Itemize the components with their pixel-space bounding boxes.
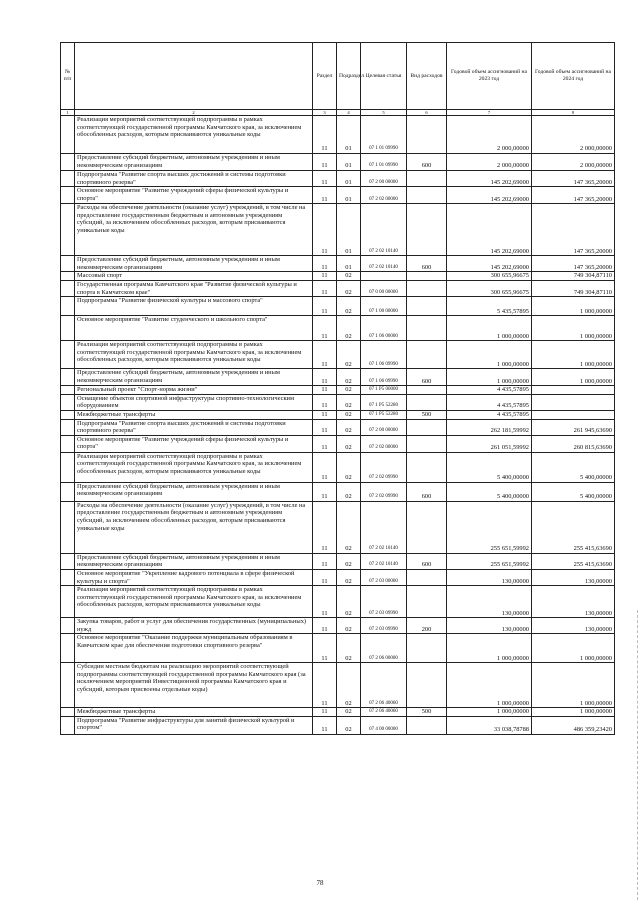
row-number-cell	[61, 386, 75, 395]
row-number-cell	[61, 187, 75, 204]
row-name-cell: Массовый спорт	[75, 272, 313, 281]
header-name	[75, 43, 313, 110]
table-row	[61, 410, 615, 419]
column-index: 2	[75, 110, 313, 116]
razdel-cell: 11	[313, 272, 337, 281]
amount-2024-cell: 260 815,63690	[532, 435, 615, 452]
expense-type-cell	[407, 419, 447, 435]
table-row	[61, 256, 615, 272]
amount-2023-cell: 4 435,57895	[447, 410, 532, 419]
amount-2023-cell: 300 655,96675	[447, 272, 532, 281]
row-name-cell: Межбюджетные трансферты	[75, 410, 313, 419]
table-row	[61, 297, 615, 316]
razdel-cell: 11	[313, 553, 337, 569]
expense-type-cell	[407, 171, 447, 187]
expense-type-cell: 500	[407, 708, 447, 717]
target-article-cell: 07 2 02 09990	[361, 482, 407, 501]
podrazdel-cell: 02	[337, 341, 361, 369]
row-number-cell	[61, 341, 75, 369]
row-number-cell	[61, 618, 75, 634]
row-name-cell: Основное мероприятие "Развитие студенческого и школьного спорта"	[75, 316, 313, 341]
razdel-cell: 11	[313, 297, 337, 316]
row-name-cell: Реализация мероприятий соответствующей подпрограммы в рамках соответствующей государственной программы Камчатского края, за исключением обособленных расходов, которым присваиваются уникальные коды	[75, 116, 313, 154]
row-name-cell: Предоставление субсидий бюджетным, автономным учреждениям и иным некоммерческим организациям	[75, 154, 313, 171]
amount-2024-cell: 130,00000	[532, 569, 615, 585]
row-number-cell	[61, 256, 75, 272]
expense-type-cell	[407, 435, 447, 452]
column-index: 1	[61, 110, 75, 116]
row-name-cell: Основное мероприятие "Развитие учреждений сферы физической культуры и спорта"	[75, 187, 313, 204]
row-number-cell	[61, 569, 75, 585]
target-article-cell: 07 2 00 00000	[361, 419, 407, 435]
expense-type-cell	[407, 716, 447, 734]
target-article-cell: 07 4 00 00000	[361, 716, 407, 734]
table-row	[61, 501, 615, 553]
podrazdel-cell: 01	[337, 154, 361, 171]
podrazdel-cell: 02	[337, 435, 361, 452]
column-index: 5	[361, 110, 407, 116]
row-number-cell	[61, 297, 75, 316]
row-name-cell: Предоставление субсидий бюджетным, автономным учреждениям и иным некоммерческим организациям	[75, 482, 313, 501]
expense-type-cell	[407, 116, 447, 154]
podrazdel-cell: 01	[337, 116, 361, 154]
razdel-cell: 11	[313, 708, 337, 717]
amount-2024-cell: 5 400,00000	[532, 482, 615, 501]
target-article-cell: 07 2 00 00000	[361, 171, 407, 187]
table-row	[61, 435, 615, 452]
table-row	[61, 272, 615, 281]
razdel-cell: 11	[313, 394, 337, 410]
target-article-cell: 07 2 03 00000	[361, 569, 407, 585]
target-article-cell: 07 2 02 10140	[361, 256, 407, 272]
row-number-cell	[61, 280, 75, 296]
razdel-cell: 11	[313, 154, 337, 171]
row-name-cell: Оснащение объектов спортивной инфраструктуры спортивно-технологическим оборудованием	[75, 394, 313, 410]
target-article-cell: 07 1 06 09990	[361, 341, 407, 369]
target-article-cell: 07 0 00 00000	[361, 280, 407, 296]
amount-2024-cell: 1 000,00000	[532, 634, 615, 663]
target-article-cell: 07 2 03 09990	[361, 586, 407, 618]
row-number-cell	[61, 452, 75, 482]
amount-2024-cell: 261 945,63690	[532, 419, 615, 435]
table-row	[61, 708, 615, 717]
scan-edge-line	[636, 610, 638, 900]
podrazdel-cell: 02	[337, 316, 361, 341]
amount-2024-cell: 147 365,20000	[532, 204, 615, 256]
row-number-cell	[61, 435, 75, 452]
target-article-cell: 07 1 01 09990	[361, 154, 407, 171]
razdel-cell: 11	[313, 116, 337, 154]
table-row	[61, 553, 615, 569]
expense-type-cell	[407, 204, 447, 256]
column-index: 7	[447, 110, 532, 116]
table-row	[61, 618, 615, 634]
table-row	[61, 316, 615, 341]
column-index: 4	[337, 110, 361, 116]
target-article-cell: 07 2 02 09990	[361, 452, 407, 482]
expense-type-cell: 600	[407, 482, 447, 501]
table-row	[61, 482, 615, 501]
expense-type-cell	[407, 280, 447, 296]
row-number-cell	[61, 116, 75, 154]
header-year-2023: Годовой объем ассигнований на 2023 год	[447, 43, 532, 110]
table-row	[61, 187, 615, 204]
table-row	[61, 154, 615, 171]
amount-2023-cell: 2 000,00000	[447, 154, 532, 171]
target-article-cell: 07 2 02 10140	[361, 553, 407, 569]
podrazdel-cell: 01	[337, 256, 361, 272]
expense-type-cell	[407, 187, 447, 204]
amount-2023-cell: 1 000,00000	[447, 369, 532, 386]
podrazdel-cell: 01	[337, 171, 361, 187]
row-number-cell	[61, 394, 75, 410]
table-row	[61, 369, 615, 386]
target-article-cell: 07 2 06 40060	[361, 708, 407, 717]
razdel-cell: 11	[313, 419, 337, 435]
row-name-cell: Закупка товаров, работ и услуг для обеспечения государственных (муниципальных) нужд	[75, 618, 313, 634]
expense-type-cell	[407, 272, 447, 281]
amount-2023-cell: 145 202,69000	[447, 187, 532, 204]
podrazdel-cell: 02	[337, 297, 361, 316]
row-name-cell: Подпрограмма "Развитие физической культуры и массового спорта"	[75, 297, 313, 316]
table-row	[61, 586, 615, 618]
row-number-cell	[61, 586, 75, 618]
amount-2023-cell: 33 038,78788	[447, 716, 532, 734]
header-year-2024: Годовой объем ассигнований на 2024 год	[532, 43, 615, 110]
target-article-cell: 07 1 06 00000	[361, 316, 407, 341]
razdel-cell: 11	[313, 634, 337, 663]
razdel-cell: 11	[313, 386, 337, 395]
header-expense-type: Вид расходов	[407, 43, 447, 110]
amount-2023-cell: 1 000,00000	[447, 634, 532, 663]
expense-type-cell	[407, 501, 447, 553]
amount-2023-cell: 5 435,57895	[447, 297, 532, 316]
podrazdel-cell: 02	[337, 716, 361, 734]
row-name-cell: Подпрограмма "Развитие спорта высших достижений и системы подготовки спортивного резерва"	[75, 419, 313, 435]
expense-type-cell	[407, 316, 447, 341]
row-number-cell	[61, 553, 75, 569]
expense-type-cell: 600	[407, 553, 447, 569]
podrazdel-cell: 02	[337, 280, 361, 296]
target-article-cell: 07 1 06 09990	[361, 369, 407, 386]
row-number-cell	[61, 369, 75, 386]
razdel-cell: 11	[313, 316, 337, 341]
row-number-cell	[61, 204, 75, 256]
expense-type-cell	[407, 297, 447, 316]
amount-2024-cell: 1 000,00000	[532, 341, 615, 369]
podrazdel-cell: 02	[337, 482, 361, 501]
podrazdel-cell: 02	[337, 410, 361, 419]
amount-2024-cell: 130,00000	[532, 618, 615, 634]
amount-2023-cell: 145 202,69000	[447, 204, 532, 256]
target-article-cell: 07 1 P5 52280	[361, 410, 407, 419]
target-article-cell: 07 1 00 00000	[361, 297, 407, 316]
table-row	[61, 634, 615, 663]
podrazdel-cell: 02	[337, 501, 361, 553]
amount-2024-cell: 2 000,00000	[532, 116, 615, 154]
podrazdel-cell: 02	[337, 618, 361, 634]
budget-table	[60, 42, 615, 735]
razdel-cell: 11	[313, 341, 337, 369]
page-number: 78	[316, 879, 324, 887]
row-number-cell	[61, 716, 75, 734]
amount-2024-cell: 1 000,00000	[532, 708, 615, 717]
amount-2024-cell: 749 304,87110	[532, 280, 615, 296]
amount-2023-cell: 130,00000	[447, 569, 532, 585]
row-name-cell: Подпрограмма "Развитие спорта высших достижений и системы подготовки спортивного резерва"	[75, 171, 313, 187]
table-row	[61, 663, 615, 708]
table-header-row	[61, 43, 615, 110]
podrazdel-cell: 02	[337, 663, 361, 708]
amount-2024-cell: 147 365,20000	[532, 256, 615, 272]
razdel-cell: 11	[313, 618, 337, 634]
row-name-cell: Региональный проект "Спорт-норма жизни"	[75, 386, 313, 395]
amount-2024-cell: 1 000,00000	[532, 663, 615, 708]
target-article-cell: 07 2 02 10140	[361, 501, 407, 553]
expense-type-cell	[407, 341, 447, 369]
table-row	[61, 569, 615, 585]
amount-2023-cell: 1 000,00000	[447, 708, 532, 717]
row-number-cell	[61, 272, 75, 281]
amount-2024-cell: 5 400,00000	[532, 452, 615, 482]
podrazdel-cell: 02	[337, 569, 361, 585]
row-name-cell: Межбюджетные трансферты	[75, 708, 313, 717]
podrazdel-cell: 02	[337, 586, 361, 618]
podrazdel-cell: 02	[337, 634, 361, 663]
column-index: 6	[407, 110, 447, 116]
row-number-cell	[61, 482, 75, 501]
expense-type-cell: 600	[407, 369, 447, 386]
row-number-cell	[61, 410, 75, 419]
row-name-cell: Государственная программа Камчатского края "Развитие физической культуры и спорта в Камчатском крае"	[75, 280, 313, 296]
row-number-cell	[61, 316, 75, 341]
expense-type-cell	[407, 386, 447, 395]
header-target-article: Целевая статья	[361, 43, 407, 110]
table-row	[61, 280, 615, 296]
amount-2024-cell: 255 415,63690	[532, 501, 615, 553]
expense-type-cell	[407, 394, 447, 410]
row-name-cell: Реализация мероприятий соответствующей подпрограммы в рамках соответствующей государственной программы Камчатского края, за исключением обособленных расходов, которым присваиваются уникальные коды	[75, 341, 313, 369]
column-index: 3	[313, 110, 337, 116]
razdel-cell: 11	[313, 663, 337, 708]
table-row	[61, 204, 615, 256]
amount-2024-cell: 1 000,00000	[532, 316, 615, 341]
razdel-cell: 11	[313, 256, 337, 272]
expense-type-cell	[407, 586, 447, 618]
amount-2023-cell: 261 051,59992	[447, 435, 532, 452]
amount-2023-cell: 130,00000	[447, 586, 532, 618]
amount-2023-cell: 255 651,59992	[447, 553, 532, 569]
amount-2023-cell: 1 000,00000	[447, 341, 532, 369]
podrazdel-cell: 01	[337, 204, 361, 256]
razdel-cell: 11	[313, 716, 337, 734]
table-row	[61, 419, 615, 435]
razdel-cell: 11	[313, 280, 337, 296]
table-row	[61, 386, 615, 395]
row-name-cell: Предоставление субсидий бюджетным, автономным учреждениям и иным некоммерческим организациям	[75, 369, 313, 386]
target-article-cell: 07 2 02 10140	[361, 204, 407, 256]
expense-type-cell	[407, 569, 447, 585]
row-name-cell: Расходы на обеспечение деятельности (оказание услуг) учреждений, в том числе на предоставление государственным бюджетным и автономным учреждениям субсидий, за исключением обособленных расходов, которым присваиваются уникальные коды	[75, 204, 313, 256]
target-article-cell: 07 2 06 00000	[361, 634, 407, 663]
row-number-cell	[61, 634, 75, 663]
target-article-cell: 07 1 P5 00000	[361, 386, 407, 395]
amount-2024-cell: 255 415,63690	[532, 553, 615, 569]
amount-2024-cell: 1 000,00000	[532, 369, 615, 386]
target-article-cell: 07 2 02 00000	[361, 435, 407, 452]
amount-2024-cell: 486 359,23420	[532, 716, 615, 734]
amount-2023-cell: 4 435,57895	[447, 386, 532, 395]
row-name-cell: Предоставление субсидий бюджетным, автономным учреждениям и иным некоммерческим организациям	[75, 553, 313, 569]
budget-table-sheet	[60, 42, 614, 735]
expense-type-cell: 500	[407, 410, 447, 419]
row-number-cell	[61, 154, 75, 171]
razdel-cell: 11	[313, 501, 337, 553]
razdel-cell: 11	[313, 187, 337, 204]
amount-2023-cell: 5 400,00000	[447, 482, 532, 501]
row-number-cell	[61, 501, 75, 553]
razdel-cell: 11	[313, 586, 337, 618]
amount-2024-cell: 2 000,00000	[532, 154, 615, 171]
razdel-cell: 11	[313, 435, 337, 452]
podrazdel-cell: 02	[337, 452, 361, 482]
row-number-cell	[61, 708, 75, 717]
amount-2024-cell: 130,00000	[532, 586, 615, 618]
podrazdel-cell: 02	[337, 419, 361, 435]
header-podrazdel: Подраздел	[337, 43, 361, 110]
podrazdel-cell: 02	[337, 553, 361, 569]
amount-2024-cell: 749 304,87110	[532, 272, 615, 281]
podrazdel-cell: 02	[337, 272, 361, 281]
table-row	[61, 452, 615, 482]
razdel-cell: 11	[313, 410, 337, 419]
podrazdel-cell: 02	[337, 708, 361, 717]
row-number-cell	[61, 663, 75, 708]
amount-2024-cell	[532, 410, 615, 419]
target-article-cell: 07 2 02 00000	[361, 187, 407, 204]
amount-2023-cell: 1 000,00000	[447, 316, 532, 341]
amount-2023-cell: 2 000,00000	[447, 116, 532, 154]
header-razdel: Раздел	[313, 43, 337, 110]
row-name-cell: Реализация мероприятий соответствующей подпрограммы в рамках соответствующей государственной программы Камчатского края, за исключением обособленных расходов, которым присваиваются уникальные коды	[75, 586, 313, 618]
amount-2023-cell: 145 202,69000	[447, 256, 532, 272]
row-number-cell	[61, 419, 75, 435]
podrazdel-cell: 02	[337, 394, 361, 410]
razdel-cell: 11	[313, 569, 337, 585]
amount-2024-cell	[532, 386, 615, 395]
amount-2023-cell: 130,00000	[447, 618, 532, 634]
row-name-cell: Реализация мероприятий соответствующей подпрограммы в рамках соответствующей государственной программы Камчатского края, за исключением обособленных расходов, которым присваиваются уникальные коды	[75, 452, 313, 482]
expense-type-cell	[407, 663, 447, 708]
amount-2023-cell: 262 181,59992	[447, 419, 532, 435]
razdel-cell: 11	[313, 369, 337, 386]
table-row	[61, 716, 615, 734]
target-article-cell: 07 2 03 09990	[361, 618, 407, 634]
amount-2023-cell: 300 655,96675	[447, 280, 532, 296]
amount-2024-cell: 147 365,20000	[532, 171, 615, 187]
target-article-cell: 07 1 P5 52280	[361, 394, 407, 410]
podrazdel-cell: 02	[337, 369, 361, 386]
header-num: № п/п	[61, 43, 75, 110]
expense-type-cell: 200	[407, 618, 447, 634]
amount-2024-cell	[532, 394, 615, 410]
row-name-cell: Основное мероприятие "Развитие учреждений сферы физической культуры и спорта"	[75, 435, 313, 452]
amount-2023-cell: 255 651,59992	[447, 501, 532, 553]
amount-2023-cell: 5 400,00000	[447, 452, 532, 482]
expense-type-cell: 600	[407, 154, 447, 171]
razdel-cell: 11	[313, 452, 337, 482]
table-row	[61, 171, 615, 187]
amount-2024-cell: 147 365,20000	[532, 187, 615, 204]
column-index: 8	[532, 110, 615, 116]
amount-2023-cell: 145 202,69000	[447, 171, 532, 187]
row-name-cell: Предоставление субсидий бюджетным, автономным учреждениям и иным некоммерческим организациям	[75, 256, 313, 272]
amount-2023-cell: 4 435,57895	[447, 394, 532, 410]
row-name-cell: Основное мероприятие "Укрепление кадрового потенциала в сфере физической культуры и спорта"	[75, 569, 313, 585]
table-row	[61, 394, 615, 410]
row-name-cell: Субсидии местным бюджетам на реализацию мероприятий соответствующей подпрограммы соответствующей государственной программы Камчатского края (за исключением мероприятий Инвестиционной программы Камчатского края и субсидий, которым присвоены отдельные коды)	[75, 663, 313, 708]
expense-type-cell: 600	[407, 256, 447, 272]
expense-type-cell	[407, 634, 447, 663]
amount-2023-cell: 1 000,00000	[447, 663, 532, 708]
amount-2024-cell: 1 000,00000	[532, 297, 615, 316]
table-row	[61, 341, 615, 369]
expense-type-cell	[407, 452, 447, 482]
row-name-cell: Основное мероприятие "Оказание поддержки муниципальным образованиям в Камчатском крае для обеспечения подготовки спортивного резерва"	[75, 634, 313, 663]
target-article-cell	[361, 272, 407, 281]
target-article-cell: 07 2 06 40060	[361, 663, 407, 708]
razdel-cell: 11	[313, 482, 337, 501]
target-article-cell: 07 1 01 09990	[361, 116, 407, 154]
podrazdel-cell: 01	[337, 187, 361, 204]
table-body	[61, 116, 615, 735]
podrazdel-cell: 02	[337, 386, 361, 395]
row-number-cell	[61, 171, 75, 187]
razdel-cell: 11	[313, 171, 337, 187]
razdel-cell: 11	[313, 204, 337, 256]
row-name-cell: Расходы на обеспечение деятельности (оказание услуг) учреждений, в том числе на предоставление государственным бюджетным и автономным учреждениям субсидий, за исключением обособленных расходов, которым присваиваются уникальные коды	[75, 501, 313, 553]
table-row	[61, 116, 615, 154]
row-name-cell: Подпрограмма "Развитие инфраструктуры для занятий физической культурой и спортом"	[75, 716, 313, 734]
